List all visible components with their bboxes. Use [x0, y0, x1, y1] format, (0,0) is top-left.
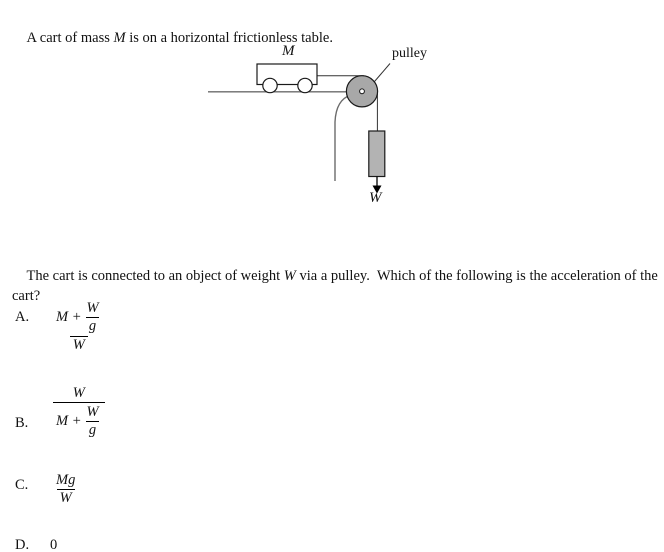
question-text-part: via a pulley. Which of the following is the acceleration of the cart?: [12, 268, 662, 304]
fraction-numerator: [53, 299, 105, 336]
choice-a: [15, 299, 155, 359]
fraction: [53, 472, 78, 507]
pulley-axle: [360, 89, 365, 94]
weight-symbol: W: [283, 268, 296, 284]
cart-pulley-diagram: [0, 0, 664, 230]
inner-fraction: [84, 404, 102, 439]
inner-numerator: W: [86, 300, 99, 316]
fraction-numerator: Mg: [56, 472, 76, 488]
choice-d-letter: D.: [15, 537, 30, 552]
fraction-denominator: W: [70, 336, 88, 354]
term: M +: [56, 413, 82, 429]
fraction-denominator: W: [57, 489, 75, 507]
weight-block: [369, 131, 385, 177]
choice-a-letter: A.: [15, 309, 30, 325]
choice-b-letter: B.: [15, 415, 29, 431]
inner-fraction: [84, 300, 102, 335]
term: M +: [56, 309, 82, 325]
intro-text-part: A cart of mass: [26, 30, 114, 46]
fraction: [53, 385, 105, 440]
choice-a-formula: [53, 299, 105, 354]
inner-denominator: g: [86, 421, 99, 439]
cart-mass-label: M: [282, 43, 295, 59]
choice-c: [15, 472, 155, 512]
inner-numerator: W: [86, 404, 99, 420]
fraction-denominator: [53, 402, 105, 440]
weight-label: W: [369, 190, 382, 206]
fraction: [53, 299, 105, 354]
cart-wheel-left: [263, 78, 277, 92]
pulley-label: pulley: [392, 46, 427, 61]
choice-c-letter: C.: [15, 477, 29, 493]
inner-denominator: g: [86, 317, 99, 335]
diagram-canvas: [190, 40, 460, 210]
question-text-part: The cart is connected to an object of weight: [26, 268, 284, 284]
choice-c-formula: [53, 472, 78, 507]
cart-wheel-right: [298, 78, 312, 92]
intro-text-part: is on a horizontal frictionless table.: [125, 30, 333, 46]
choice-d-value: 0: [50, 537, 58, 552]
choice-b: [15, 385, 155, 445]
table-edge-line: [335, 95, 351, 181]
mass-symbol: M: [113, 30, 126, 46]
choice-b-formula: [53, 385, 105, 440]
choice-d: [15, 538, 155, 552]
fraction-numerator: W: [72, 385, 85, 401]
